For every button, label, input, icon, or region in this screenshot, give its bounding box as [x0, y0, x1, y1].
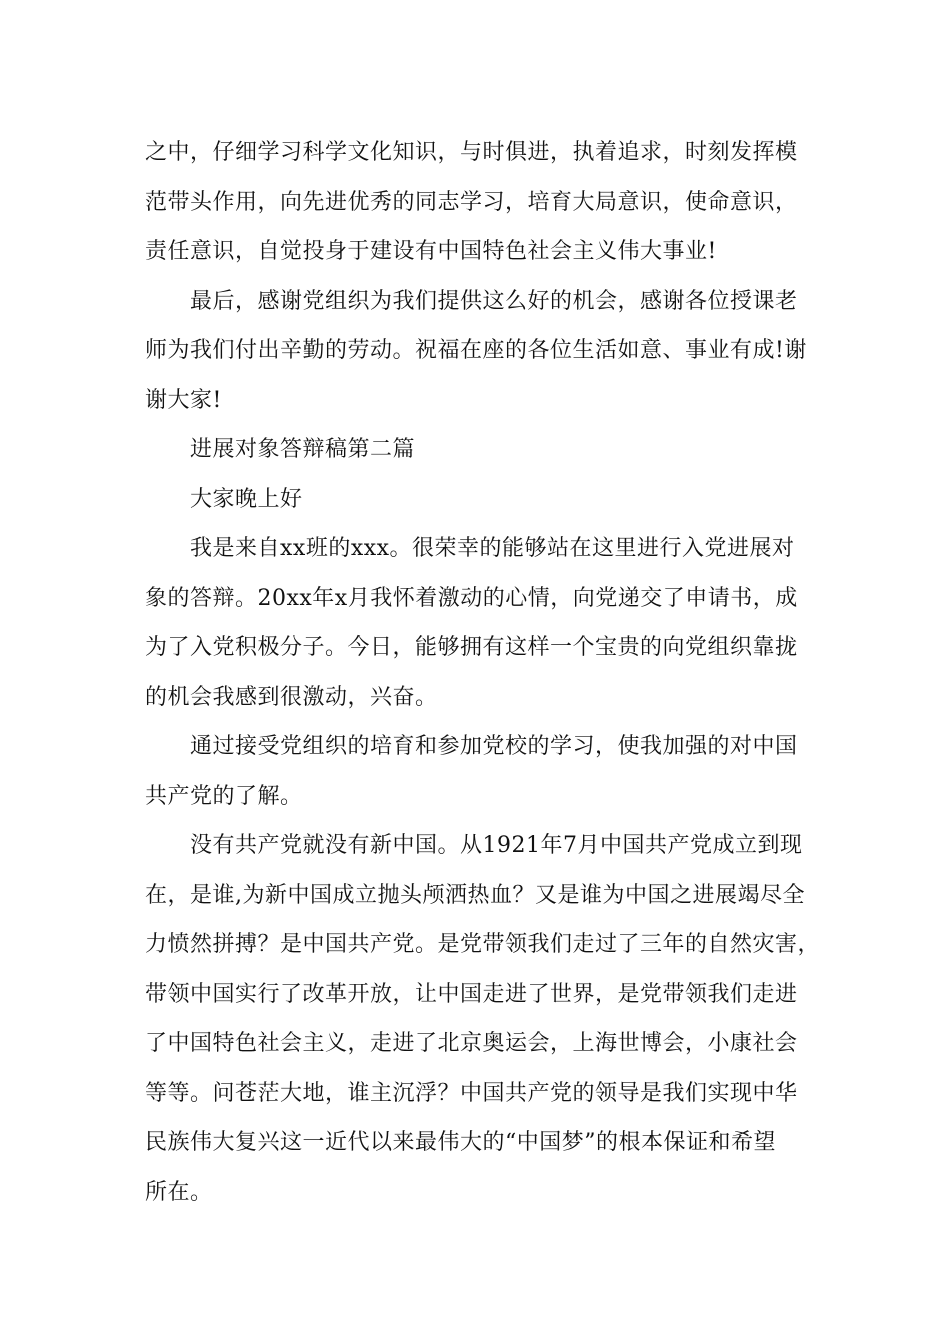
- text-line: 最后，感谢党组织为我们提供这么好的机会，感谢各位授课老: [190, 288, 798, 314]
- text-line: 师为我们付出辛勤的劳动。祝福在座的各位生活如意、事业有成!谢: [145, 338, 807, 363]
- text-line: 共产党的了解。: [145, 783, 303, 809]
- text-line: 所在。: [145, 1179, 213, 1205]
- text-line: 了中国特色社会主义，走进了北京奥运会，上海世博会，小康社会: [145, 1031, 798, 1056]
- greeting-line: 大家晚上好: [190, 486, 303, 512]
- text-line: 在，是谁,为新中国成立抛头颅洒热血？又是谁为中国之进展竭尽全: [145, 882, 805, 908]
- text-line: 通过接受党组织的培育和参加党校的学习，使我加强的对中国: [190, 734, 798, 759]
- text-line: 为了入党积极分子。今日，能够拥有这样一个宝贵的向党组织靠拢: [145, 635, 798, 660]
- text-line: 没有共产党就没有新中国。从1921年7月中国共产党成立到现: [190, 833, 803, 858]
- document-body: [145, 128, 825, 1217]
- text-line: 带领中国实行了改革开放，让中国走进了世界，是党带领我们走进: [145, 981, 798, 1007]
- text-line: 象的答辩。20xx年x月我怀着激动的心情，向党递交了申请书，成: [145, 585, 798, 611]
- section-heading: 进展对象答辩稿第二篇: [190, 437, 416, 462]
- text-line: 之中，仔细学习科学文化知识，与时俱进，执着追求，时刻发挥模: [145, 140, 798, 165]
- text-line: 我是来自xx班的xxx。很荣幸的能够站在这里进行入党进展对: [190, 536, 795, 561]
- text-line: 等等。问苍茫大地，谁主沉浮？中国共产党的领导是我们实现中华: [145, 1080, 798, 1106]
- text-line: 的机会我感到很激动，兴奋。: [145, 684, 438, 710]
- text-line: 民族伟大复兴这一近代以来最伟大的“中国梦”的根本保证和希望: [145, 1130, 776, 1155]
- text-line: 谢大家!: [145, 387, 222, 413]
- text-line: 力愤然拼搏？是中国共产党。是党带领我们走过了三年的自然灾害，: [145, 932, 821, 957]
- text-line: 范带头作用，向先进优秀的同志学习，培育大局意识，使命意识，: [145, 189, 798, 215]
- text-line: 责任意识，自觉投身于建设有中国特色社会主义伟大事业!: [145, 239, 717, 264]
